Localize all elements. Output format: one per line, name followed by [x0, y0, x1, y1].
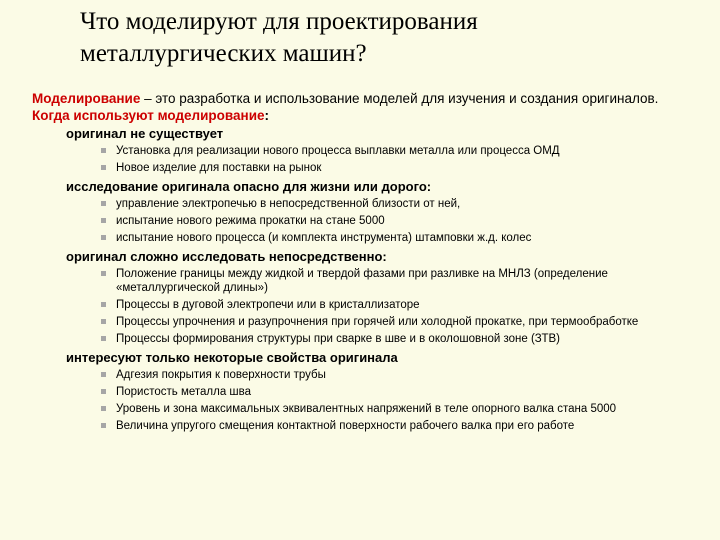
group-items [101, 144, 692, 175]
square-bullet-icon [101, 271, 106, 276]
list-item-text: Новое изделие для поставки на рынок [116, 162, 322, 174]
group-items [101, 368, 692, 433]
list-item [101, 419, 692, 433]
definition [32, 90, 692, 107]
slide-content [32, 90, 692, 436]
list-item [101, 298, 692, 312]
list-item [101, 267, 692, 295]
group-items [101, 197, 692, 245]
list-item [101, 315, 692, 329]
square-bullet-icon [101, 406, 106, 411]
list-item-text: Уровень и зона максимальных эквивалентных напряжений в теле опорного валка стана 5000 [116, 403, 617, 415]
square-bullet-icon [101, 319, 106, 324]
group-heading: оригинал не существует [66, 126, 224, 141]
list-item [101, 402, 692, 416]
square-bullet-icon [101, 201, 106, 206]
list-item [101, 144, 692, 158]
group-hard-to-study-original [32, 248, 692, 346]
question-text: Когда используют моделирование [32, 108, 265, 123]
group-heading: исследование оригинала опасно для жизни или дорого: [66, 179, 432, 194]
square-bullet-icon [101, 423, 106, 428]
square-bullet-icon [101, 235, 106, 240]
list-item-text: Адгезия покрытия к поверхности трубы [116, 369, 326, 381]
list-item [101, 368, 692, 382]
question-heading [32, 107, 692, 125]
slide-title: Что моделируют для проектирования металлургических машин? [80, 8, 478, 67]
list-item-text: Положение границы между жидкой и твердой фазами при разливке на МНЛЗ (определение «металлургической длины») [116, 268, 608, 294]
square-bullet-icon [101, 336, 106, 341]
group-heading: интересуют только некоторые свойства оригинала [66, 350, 398, 365]
square-bullet-icon [101, 148, 106, 153]
group-items [101, 267, 692, 346]
question-colon: : [264, 108, 270, 123]
group-dangerous-original [32, 178, 692, 245]
definition-term: Моделирование [32, 91, 141, 106]
group-partial-properties [32, 349, 692, 433]
group-nonexistent-original [32, 125, 692, 175]
list-item [101, 231, 692, 245]
list-item-text: Пористость металла шва [116, 386, 252, 398]
list-item-text: управление электропечью в непосредственной близости от ней, [116, 198, 461, 210]
square-bullet-icon [101, 372, 106, 377]
square-bullet-icon [101, 302, 106, 307]
square-bullet-icon [101, 165, 106, 170]
group-heading: оригинал сложно исследовать непосредственно: [66, 249, 387, 264]
list-item-text: Процессы формирования структуры при сварке в шве и в околошовной зоне (ЗТВ) [116, 333, 560, 345]
list-item [101, 332, 692, 346]
list-item-text: Процессы упрочнения и разупрочнения при горячей или холодной прокатке, при термообработке [116, 316, 639, 328]
list-item [101, 385, 692, 399]
square-bullet-icon [101, 389, 106, 394]
list-item [101, 197, 692, 211]
definition-text: – это разработка и использование моделей для изучения и создания оригиналов. [140, 91, 659, 106]
list-item-text: испытание нового режима прокатки на стане 5000 [116, 215, 385, 227]
list-item [101, 214, 692, 228]
square-bullet-icon [101, 218, 106, 223]
list-item-text: испытание нового процесса (и комплекта инструмента) штамповки ж.д. колес [116, 232, 532, 244]
list-item [101, 161, 692, 175]
list-item-text: Установка для реализации нового процесса выплавки металла или процесса ОМД [116, 145, 560, 157]
list-item-text: Величина упругого смещения контактной поверхности рабочего валка при его работе [116, 420, 575, 432]
list-item-text: Процессы в дуговой электропечи или в кристаллизаторе [116, 299, 420, 311]
